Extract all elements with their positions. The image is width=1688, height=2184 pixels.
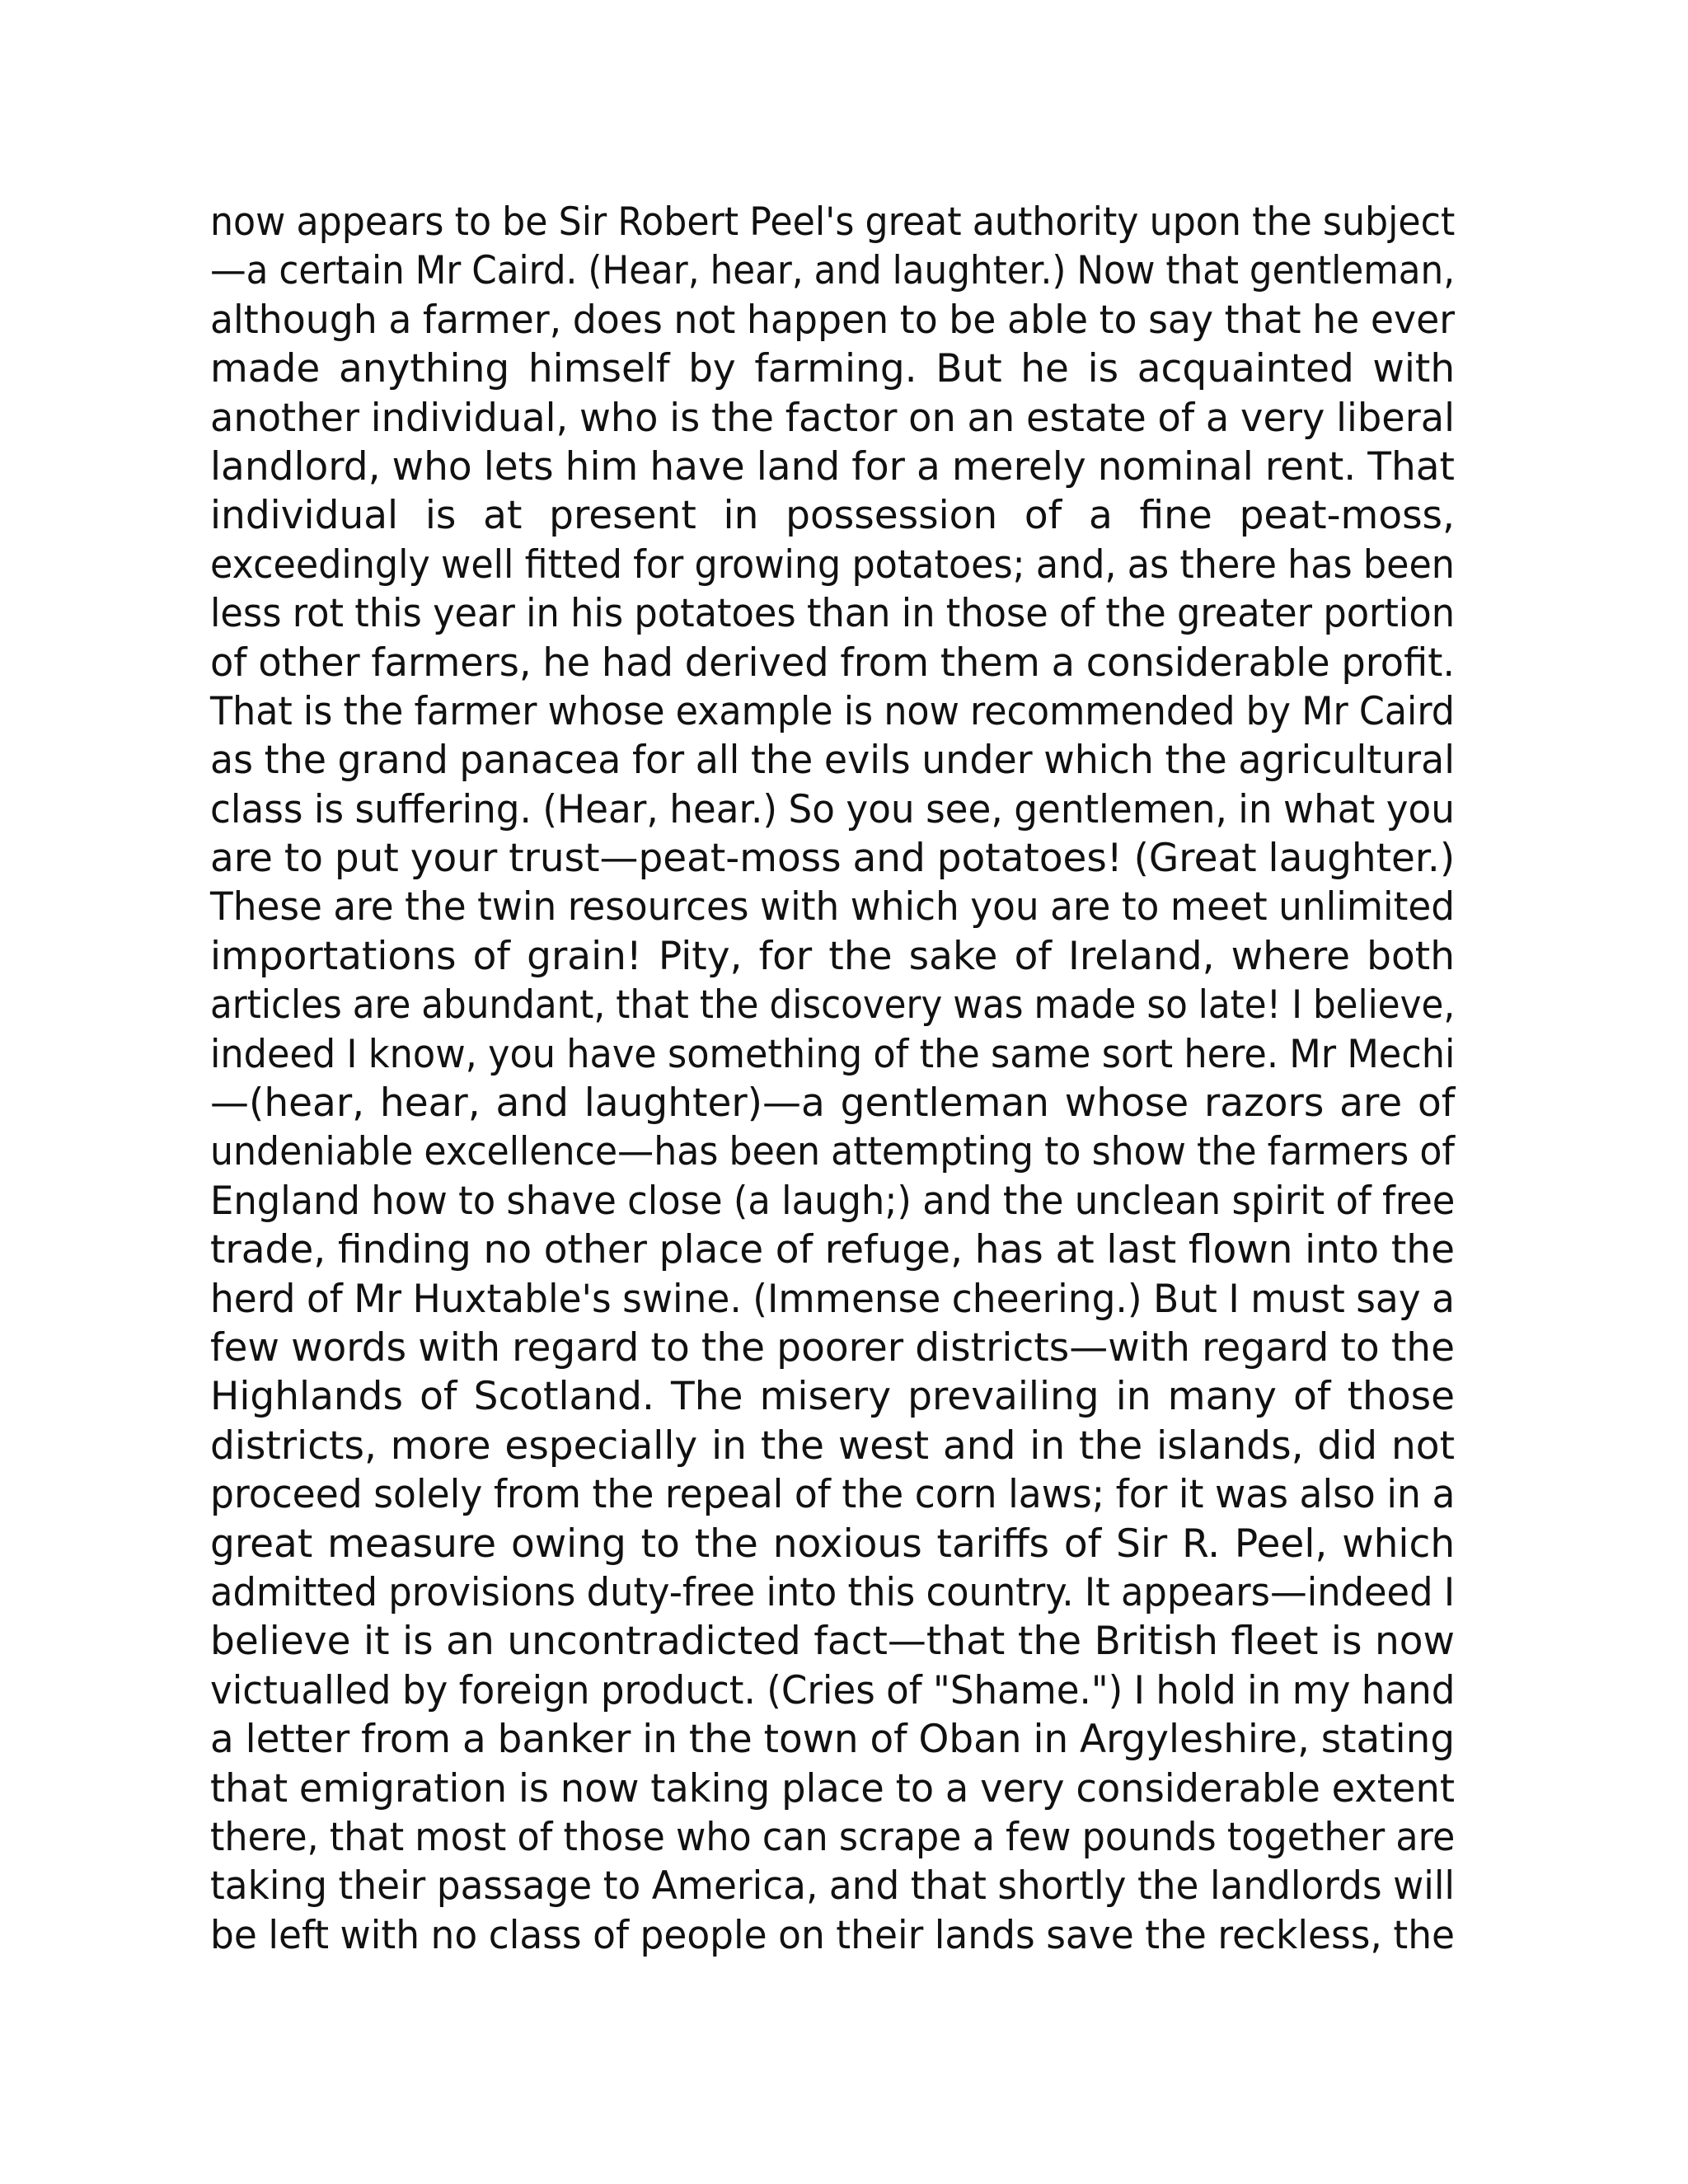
text-line: although a farmer, does not happen to be able to say that he ever	[210, 297, 1456, 343]
text-line: there, that most of those who can scrape a few pounds together are	[210, 1814, 1456, 1860]
text-line: herd of Mr Huxtable's swine. (Immense cheering.) But I must say a	[210, 1276, 1455, 1322]
text-line: victualled by foreign product. (Cries of "Shame.") I hold in my hand	[210, 1667, 1456, 1713]
text-line: trade, finding no other place of refuge, has at last flown into the	[210, 1227, 1455, 1273]
text-line: exceedingly well fitted for growing potatoes; and, as there has been	[210, 541, 1455, 588]
text-line: made anything himself by farming. But he is acquainted with	[210, 346, 1456, 392]
body-text	[210, 198, 1455, 1960]
text-line: indeed I know, you have something of the same sort here. Mr Mechi	[210, 1031, 1456, 1077]
text-line: importations of grain! Pity, for the sake of Ireland, where both	[210, 933, 1455, 979]
text-line: Highlands of Scotland. The misery prevailing in many of those	[210, 1374, 1455, 1420]
text-line: be left with no class of people on their lands save the reckless, the	[210, 1912, 1456, 1958]
text-line: of other farmers, he had derived from them a considerable profit.	[210, 640, 1456, 686]
text-line: England how to shave close (a laugh;) and the unclean spirit of free	[210, 1178, 1456, 1224]
text-line: admitted provisions duty-free into this country. It appears—indeed I	[210, 1569, 1456, 1615]
text-line: individual is at present in possession of a fine peat-moss,	[210, 493, 1455, 539]
text-line: proceed solely from the repeal of the corn laws; for it was also in a	[210, 1472, 1456, 1518]
text-line: —(hear, hear, and laughter)—a gentleman whose razors are of	[210, 1080, 1456, 1127]
text-line: articles are abundant, that the discovery was made so late! I believe,	[210, 982, 1456, 1029]
text-line: taking their passage to America, and that shortly the landlords will	[210, 1863, 1456, 1910]
text-line: as the grand panacea for all the evils under which the agricultural	[210, 738, 1456, 784]
text-line: That is the farmer whose example is now recommended by Mr Caird	[210, 688, 1455, 734]
text-line: a letter from a banker in the town of Oban in Argyleshire, stating	[210, 1717, 1456, 1763]
text-line: few words with regard to the poorer districts—with regard to the	[210, 1324, 1455, 1371]
text-line: —a certain Mr Caird. (Hear, hear, and laughter.) Now that gentleman,	[210, 248, 1456, 294]
text-line: great measure owing to the noxious tariffs of Sir R. Peel, which	[210, 1521, 1456, 1567]
text-line: These are the twin resources with which you are to meet unlimited	[210, 884, 1456, 930]
text-line: class is suffering. (Hear, hear.) So you see, gentlemen, in what you	[210, 786, 1455, 832]
text-line: are to put your trust—peat-moss and potatoes! (Great laughter.)	[210, 836, 1456, 882]
text-line: another individual, who is the factor on an estate of a very liberal	[210, 395, 1456, 441]
text-line: that emigration is now taking place to a very considerable extent	[210, 1765, 1456, 1811]
text-line: believe it is an uncontradicted fact—that the British fleet is now	[210, 1619, 1455, 1665]
text-line: now appears to be Sir Robert Peel's great authority upon the subject	[210, 199, 1456, 245]
text-line: landlord, who lets him have land for a merely nominal rent. That	[210, 443, 1455, 490]
text-line: undeniable excellence—has been attempting to show the farmers of	[210, 1129, 1455, 1175]
text-line: less rot this year in his potatoes than in those of the greater portion	[210, 591, 1456, 637]
text-line: districts, more especially in the west and in the islands, did not	[210, 1422, 1455, 1469]
